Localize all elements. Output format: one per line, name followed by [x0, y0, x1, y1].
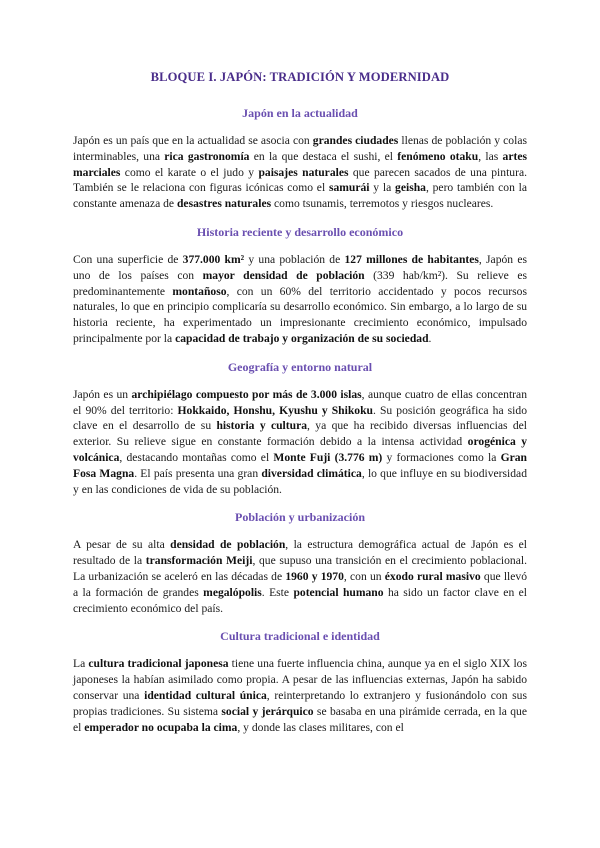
bold-term: orogénica y volcánica	[73, 435, 527, 464]
text-run: , las	[478, 149, 503, 163]
section-paragraph-japan-today	[73, 133, 527, 212]
bold-term: geisha	[395, 181, 426, 195]
bold-term: samurái	[328, 181, 370, 195]
text-run: , destacando montañas como el	[119, 450, 274, 464]
bold-term: emperador no ocupaba la cima	[84, 720, 238, 734]
bold-term: 377.000 km²	[182, 252, 245, 266]
text-run: , reinterpretando lo extranjero y fusionándolo con sus propias tradiciones. Su sistema	[73, 688, 527, 718]
bold-term: éxodo rural masivo	[384, 569, 481, 583]
bold-term: Hokkaido, Honshu, Kyushu y Shikoku	[177, 403, 373, 417]
bold-term: Gran Fosa Magna	[73, 450, 527, 480]
text-run: , pero también con la constante amenaza de	[73, 181, 528, 211]
text-run: Con una superficie de	[73, 252, 183, 266]
bold-term: rica gastronomía	[164, 149, 250, 163]
bold-term: desastres naturales	[176, 197, 272, 211]
bold-term: historia y cultura	[216, 419, 308, 433]
bold-term: social y jerárquico	[221, 704, 314, 718]
text-run: , y donde las clases militares, con el	[237, 720, 404, 734]
bold-term: grandes ciudades	[312, 134, 399, 147]
text-run: , la estructura demográfica actual de Japón es el resultado de la	[73, 538, 528, 568]
text-run: A pesar de su alta	[73, 538, 171, 552]
text-run: (339 hab/km²). Su relieve es predominantemente	[73, 268, 527, 298]
bold-term: mayor densidad de población	[202, 268, 365, 282]
bold-term: densidad de población	[170, 538, 286, 552]
text-run: llenas de población y colas interminables, una	[73, 134, 527, 163]
text-run: tiene una fuerte influencia china, aunque ya en el siglo XIX los japoneses la habían asimilado como propia. A pesar de las influencias externas, Japón ha sabido conservar una	[73, 657, 527, 702]
bold-term: transformación Meiji	[145, 554, 253, 568]
text-run: como tsunamis, terremotos y riesgos nucleares.	[271, 197, 494, 211]
text-run: , aunque cuatro de ellas concentran el 90% del territorio:	[73, 387, 527, 417]
text-run: , con un 60% del territorio accidentado y pocos recursos naturales, lo que en principio complicaría su desarrollo económico. Sin embargo, a lo largo de su historia reciente, ha experimentado un impresionante crecimiento económico, impulsado principalmente por la	[73, 284, 527, 345]
bold-term: capacidad de trabajo y organización de su sociedad	[175, 331, 429, 345]
bold-term: artes marciales	[73, 149, 527, 179]
bold-term: identidad cultural única	[144, 688, 267, 702]
section-heading-japan-today: Japón en la actualidad	[242, 106, 358, 120]
text-run: , con un	[343, 569, 385, 583]
section-paragraph-culture	[73, 656, 527, 735]
text-run: y una población de	[244, 252, 345, 266]
section-paragraph-geography	[73, 387, 527, 498]
text-run: y formaciones como la	[382, 450, 501, 464]
text-run: , lo que influye en su biodiversidad y en las condiciones de vida de su población.	[73, 466, 527, 496]
text-run: se basaba en una pirámide cerrada, en la que el	[73, 704, 527, 734]
text-run: ha sido un factor clave en el crecimiento económico del país.	[73, 585, 528, 615]
section-paragraph-recent-history	[73, 252, 527, 347]
bold-term: potencial humano	[293, 585, 384, 599]
text-run: Japón es un país que en la actualidad se asocia con	[73, 134, 313, 147]
text-run: . Este	[261, 585, 294, 599]
text-run: , que supuso una transición en el crecimiento poblacional. La urbanización se aceleró en las décadas de	[73, 554, 527, 583]
text-run: que llevó a la formación de grandes	[73, 569, 528, 599]
bold-term: megalópolis	[203, 585, 262, 599]
bold-term: 127 millones de habitantes	[344, 252, 479, 266]
bold-term: cultura tradicional japonesa	[88, 657, 229, 671]
section-heading-recent-history: Historia reciente y desarrollo económico	[196, 224, 404, 239]
text-run: , ya que ha recibido diversas influencias del exterior. Su relieve sigue en constante formación debido a la intensa actividad	[73, 419, 527, 449]
text-run: . Su posición geográfica ha sido clave en el desarrollo de su	[73, 403, 527, 433]
section-heading-population: Población y urbanización	[234, 510, 365, 525]
text-run: .	[428, 331, 432, 345]
text-run: La	[73, 657, 89, 671]
text-run: como el karate o el judo y	[120, 165, 259, 179]
bold-term: Monte Fuji (3.776 m)	[273, 450, 383, 464]
text-run: y la	[369, 181, 396, 195]
bold-term: archipiélago compuesto por más de 3.000 islas	[131, 387, 362, 401]
text-run: que parecen sacados de una pintura. También se le relaciona con figuras icónicas como el	[73, 165, 527, 195]
bold-term: fenómeno otaku	[397, 149, 479, 163]
bold-term: paisajes naturales	[258, 165, 349, 179]
text-run: en la que destaca el sushi, el	[249, 149, 398, 163]
section-heading-culture: Cultura tradicional e identidad	[220, 629, 380, 644]
text-run: Japón es un	[73, 387, 132, 401]
document-title: BLOQUE I. JAPÓN: TRADICIÓN Y MODERNIDAD	[150, 70, 450, 84]
bold-term: 1960 y 1970	[285, 569, 344, 583]
bold-term: montañoso	[172, 284, 227, 298]
text-run: , Japón es uno de los países con	[73, 252, 527, 282]
text-run: . El país presenta una gran	[134, 466, 262, 480]
bold-term: diversidad climática	[261, 466, 362, 480]
section-heading-geography: Geografía y entorno natural	[227, 359, 373, 374]
section-paragraph-population	[73, 537, 527, 616]
